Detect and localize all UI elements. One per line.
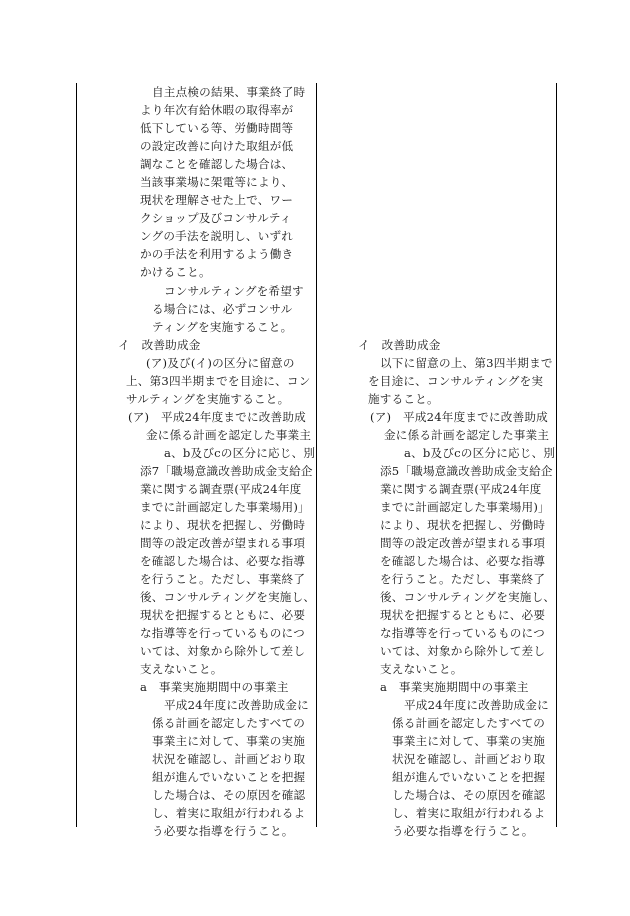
text-line: し、着実に取組が行われるよ (392, 806, 546, 820)
text-line: 平成24年度に改善助成金に (404, 698, 549, 712)
text-line: した場合は、その原因を確認 (152, 788, 306, 802)
text-line: (ア)及び(イ)の区分に留意の (146, 356, 295, 370)
right-i-body (368, 354, 553, 408)
table-right-border (556, 83, 557, 827)
text-line: までに計画認定した事業場用)」 (140, 500, 310, 514)
text-line: し、着実に取組が行われるよ (152, 806, 306, 820)
right-heading-improvement-grant: イ 改善助成金 (358, 338, 441, 352)
text-line: a、b及びcの区分に応じ、別 (164, 446, 316, 460)
text-line: 当該事業場に架電等により、 (140, 175, 294, 189)
right-sub-a-body (392, 696, 549, 840)
text-line: 組が進んでいないことを把握 (392, 770, 546, 784)
text-line: 状況を確認し、計画どおり取 (392, 752, 546, 766)
left-a-body (140, 444, 315, 678)
text-line: コンサルティングを希望す (164, 284, 304, 298)
text-line: を目途に、コンサルティングを実 (368, 374, 544, 388)
text-line: を行うこと。ただし、事業終了 (380, 572, 546, 586)
text-line: 施すること。 (368, 392, 439, 406)
text-line: 現状を把握するとともに、必要 (380, 608, 546, 622)
text-line: 状況を確認し、計画どおり取 (152, 752, 306, 766)
text-line: (ア) 平成24年度までに改善助成 (128, 410, 306, 424)
left-sub-a-body (152, 696, 309, 840)
text-line: 支えないこと。 (380, 662, 463, 676)
left-i-body (126, 354, 310, 408)
right-column (316, 83, 556, 838)
text-line: 平成24年度に改善助成金に (164, 698, 309, 712)
text-line: サルティングを実施すること。 (126, 392, 290, 406)
text-line: により、現状を把握し、労働時 (380, 518, 546, 532)
right-a-body (380, 444, 555, 678)
text-line: により、現状を把握し、労働時 (140, 518, 306, 532)
left-consult-paragraph (152, 282, 304, 336)
text-line: 係る計画を認定したすべての (152, 716, 306, 730)
text-line: 低下している等、労働時間等 (140, 121, 294, 135)
text-line: 間等の設定改善が望まれる事項 (380, 536, 546, 550)
text-line: 後、コンサルティングを実施し、 (380, 590, 556, 604)
text-line: の設定改善に向けた取組が低 (140, 139, 294, 153)
text-line: ティングを実施すること。 (152, 320, 293, 334)
text-line: を確認した場合は、必要な指導 (140, 554, 306, 568)
text-line: る場合には、必ずコンサル (152, 302, 293, 316)
text-line: 支えないこと。 (140, 662, 223, 676)
text-line: 後、コンサルティングを実施し、 (140, 590, 316, 604)
text-line: 自主点検の結果、事業終了時 (152, 85, 306, 99)
left-column (76, 83, 316, 838)
text-line: を行うこと。ただし、事業終了 (140, 572, 306, 586)
text-line: いては、対象から除外して差し (380, 644, 546, 658)
text-line: 事業主に対して、事業の実施 (152, 734, 306, 748)
left-intro-paragraph (140, 83, 305, 281)
text-line: 金に係る計画を認定した事業主 (384, 428, 550, 442)
left-sub-a-heading: a 事業実施期間中の事業主 (140, 680, 289, 694)
text-line: 添5「職場意識改善助成金支給企 (380, 464, 553, 478)
text-line: 間等の設定改善が望まれる事項 (140, 536, 306, 550)
text-line: (ア) 平成24年度までに改善助成 (370, 410, 548, 424)
text-line: う必要な指導を行うこと。 (152, 824, 294, 838)
text-line: 事業主に対して、事業の実施 (392, 734, 546, 748)
text-line: a、b及びcの区分に応じ、別 (404, 446, 556, 460)
text-line: な指導等を行っているものにつ (140, 626, 305, 640)
text-line: までに計画認定した事業場用)」 (380, 500, 550, 514)
text-line: な指導等を行っているものにつ (380, 626, 545, 640)
text-line: を確認した場合は、必要な指導 (380, 554, 546, 568)
text-line: 現状を理解させた上で、ワー (140, 193, 294, 207)
text-line: 調なことを確認した場合は、 (140, 157, 294, 171)
text-line: 金に係る計画を認定した事業主 (146, 428, 312, 442)
right-sub-a-heading: a 事業実施期間中の事業主 (380, 680, 529, 694)
text-line: 業に関する調査票(平成24年度 (140, 482, 302, 496)
text-line: かけること。 (140, 265, 211, 279)
text-line: した場合は、その原因を確認 (392, 788, 546, 802)
text-line: 係る計画を認定したすべての (392, 716, 546, 730)
text-line: 現状を把握するとともに、必要 (140, 608, 306, 622)
text-line: より年次有給休暇の取得率が (140, 103, 294, 117)
text-line: う必要な指導を行うこと。 (392, 824, 534, 838)
text-line: 以下に留意の上、第3四半期まで (380, 356, 553, 370)
text-line: 業に関する調査票(平成24年度 (380, 482, 542, 496)
left-a-heading (128, 408, 311, 444)
text-line: 添7「職場意識改善助成金支給企 (140, 464, 313, 478)
right-a-heading (370, 408, 549, 444)
text-line: 上、第3四半期までを目途に、コン (126, 374, 311, 388)
text-line: クショップ及びコンサルティ (140, 211, 292, 225)
text-line: いては、対象から除外して差し (140, 644, 306, 658)
text-line: かの手法を利用するよう働き (140, 247, 294, 261)
text-line: ングの手法を説明し、いずれ (140, 229, 294, 243)
left-heading-improvement-grant: イ 改善助成金 (118, 338, 201, 352)
text-line: 組が進んでいないことを把握 (152, 770, 306, 784)
